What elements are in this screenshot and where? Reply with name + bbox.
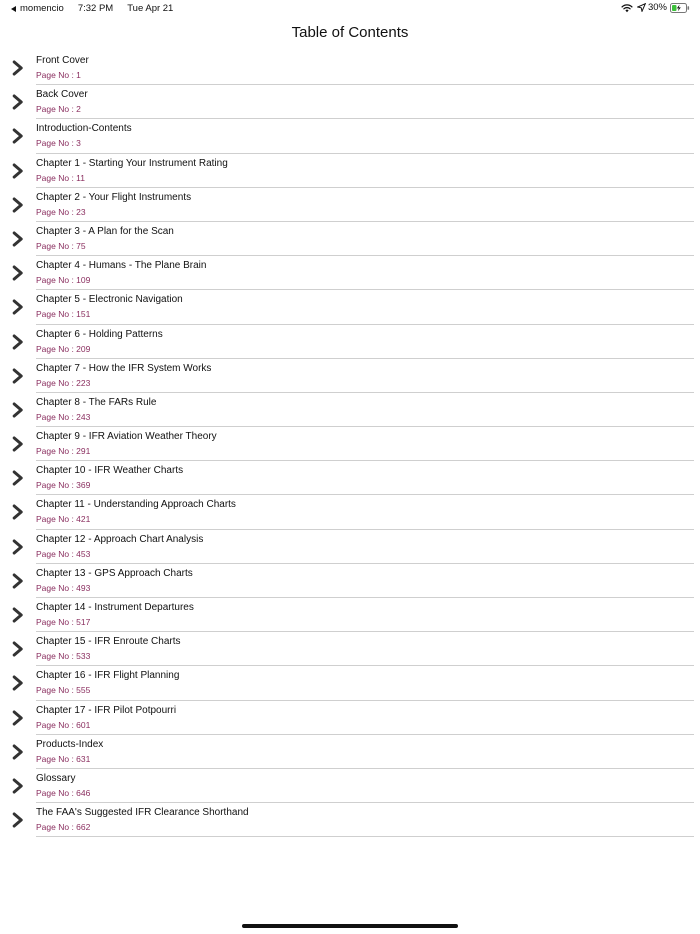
chevron-right-icon [12,368,24,384]
status-date: Tue Apr 21 [127,3,174,14]
chevron-right-icon [12,470,24,486]
toc-item-title: The FAA's Suggested IFR Clearance Shorthand [36,807,249,819]
toc-row[interactable] [0,427,700,461]
chevron-right-icon [12,436,24,452]
status-bar [0,0,700,18]
toc-item-page: Page No : 517 [36,617,91,627]
toc-item-page: Page No : 631 [36,753,91,764]
chevron-right-icon [12,812,24,828]
chevron-right-icon [12,197,24,213]
toc-item-title: Chapter 5 - Electronic Navigation [36,294,183,306]
toc-item-title: Glossary [36,772,76,784]
toc-row[interactable] [0,666,700,700]
toc-item-page: Page No : 23 [36,206,86,217]
chevron-right-icon [12,94,24,110]
chevron-right-icon [12,675,24,691]
chevron-right-icon [12,504,24,520]
toc-item-title: Chapter 15 - IFR Enroute Charts [36,636,181,648]
toc-item-title: Chapter 7 - How the IFR System Works [36,362,212,374]
chevron-right-icon [12,744,24,760]
toc-item-title: Chapter 14 - Instrument Departures [36,602,194,613]
toc-item-page: Page No : 223 [36,377,91,388]
toc-item-page: Page No : 151 [36,309,91,320]
toc-item-title: Chapter 10 - IFR Weather Charts [36,465,184,477]
chevron-right-icon [12,265,24,281]
toc-item-page: Page No : 291 [36,446,91,457]
toc-item-page: Page No : 533 [36,651,91,662]
chevron-right-icon [12,710,24,726]
toc-item-title: Chapter 6 - Holding Patterns [36,328,163,340]
toc-row[interactable] [0,325,700,359]
toc-item-title: Chapter 11 - Understanding Approach Charts [36,499,236,511]
status-time: 7:32 PM [77,3,114,14]
chevron-right-icon [12,778,24,794]
toc-item-title: Chapter 2 - Your Flight Instruments [36,191,192,203]
home-indicator[interactable] [242,924,458,928]
toc-row[interactable] [0,461,700,495]
toc-item-page: Page No : 209 [36,343,91,354]
toc-item-title: Front Cover [36,55,89,66]
toc-item-page: Page No : 75 [36,240,86,251]
toc-row[interactable] [0,803,700,837]
toc-row[interactable] [0,393,700,427]
toc-row[interactable] [0,564,700,598]
toc-item-page: Page No : 555 [36,685,91,696]
chevron-right-icon [12,231,24,247]
toc-item-title: Chapter 4 - Humans - The Plane Brain [36,260,207,272]
chevron-right-icon [12,402,24,418]
chevron-right-icon [12,299,24,315]
status-right [621,2,690,13]
wifi-icon [621,3,633,13]
toc-item-title: Chapter 13 - GPS Approach Charts [36,567,193,579]
toc-item-page: Page No : 3 [36,138,81,149]
toc-item-title: Chapter 1 - Starting Your Instrument Rating [36,157,228,169]
status-left [11,3,173,14]
toc-row[interactable] [0,530,700,564]
toc-row[interactable] [0,701,700,735]
toc-item-title: Chapter 16 - IFR Flight Planning [36,670,180,682]
toc-row[interactable] [0,222,700,256]
toc-row[interactable] [0,188,700,222]
toc-item-page: Page No : 453 [36,548,91,559]
toc-item-page: Page No : 1 [36,70,81,80]
toc-item-page: Page No : 421 [36,514,91,525]
toc-item-page: Page No : 369 [36,480,91,491]
chevron-right-icon [12,60,24,76]
toc-item-title: Chapter 3 - A Plan for the Scan [36,225,174,237]
toc-item-title: Chapter 9 - IFR Aviation Weather Theory [36,431,217,443]
page-title: Table of Contents [291,24,409,41]
toc-item-title: Chapter 8 - The FARs Rule [36,396,157,408]
chevron-right-icon [12,539,24,555]
battery-percent: 30% [647,2,667,13]
back-to-app-icon[interactable] [11,6,16,12]
location-arrow-icon [637,3,646,12]
toc-item-title: Products-Index [36,738,104,750]
toc-row[interactable] [0,632,700,666]
toc-row[interactable] [0,256,700,290]
toc-item-page: Page No : 646 [36,787,91,798]
toc-item-page: Page No : 2 [36,104,81,115]
toc-row[interactable] [0,51,700,85]
toc-row[interactable] [0,735,700,769]
toc-list [0,51,700,837]
toc-item-title: Chapter 12 - Approach Chart Analysis [36,533,204,545]
chevron-right-icon [12,163,24,179]
toc-item-page: Page No : 11 [36,172,85,183]
toc-row[interactable] [0,359,700,393]
toc-item-page: Page No : 109 [36,275,91,286]
chevron-right-icon [12,334,24,350]
toc-item-page: Page No : 243 [36,411,91,422]
row-divider [36,836,694,837]
chevron-right-icon [12,607,24,623]
chevron-right-icon [12,128,24,144]
toc-row[interactable] [0,495,700,529]
toc-row[interactable] [0,290,700,324]
chevron-right-icon [12,641,24,657]
toc-item-title: Introduction-Contents [36,123,132,135]
back-to-app-label[interactable]: momencio [20,3,64,14]
toc-row[interactable] [0,119,700,153]
toc-item-page: Page No : 662 [36,822,91,833]
toc-item-page: Page No : 493 [36,582,91,593]
toc-item-page: Page No : 601 [36,719,91,730]
toc-row[interactable] [0,769,700,803]
battery-charging-icon [670,3,690,13]
toc-row[interactable] [0,85,700,119]
toc-row[interactable] [0,154,700,188]
chevron-right-icon [12,573,24,589]
toc-row[interactable] [0,598,700,632]
toc-item-title: Chapter 17 - IFR Pilot Potpourri [36,704,177,716]
toc-item-title: Back Cover [36,89,88,101]
